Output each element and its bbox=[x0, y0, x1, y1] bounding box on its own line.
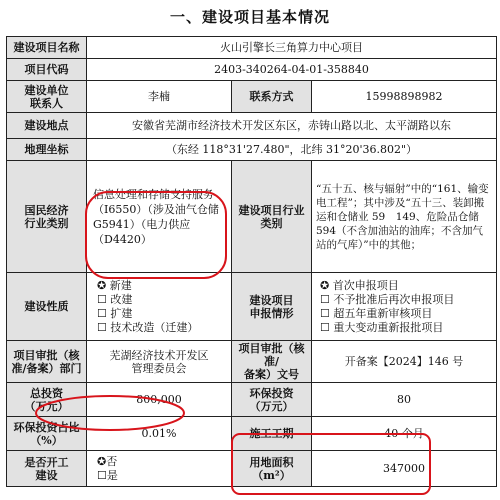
nature-option-rebuild: ☐ 改建 bbox=[97, 292, 133, 306]
table-row bbox=[7, 417, 497, 451]
declaration-label: 建设项目 申报情形 bbox=[232, 273, 312, 341]
industry-label: 国民经济 行业类别 bbox=[7, 161, 87, 273]
declaration-option-review: ☐ 超五年重新审核项目 bbox=[320, 306, 433, 320]
coords-label: 地理坐标 bbox=[7, 139, 87, 161]
project-code-label: 项目代码 bbox=[7, 59, 87, 81]
table-row bbox=[7, 37, 497, 59]
declaration-option-change: ☐ 重大变动重新报批项目 bbox=[320, 320, 444, 334]
approval-value: 芜湖经济技术开发区 管理委员会 bbox=[87, 341, 232, 383]
project-info-table bbox=[6, 36, 497, 487]
table-row bbox=[7, 59, 497, 81]
industry-category-value: “五十五、核与辐射”中的“161、输变电工程”；其中涉及“五十三、装卸搬运和仓储业 59 149、危险品仓储594（不含加油站的油库；不含加气站的气库）”中的其他； bbox=[312, 161, 497, 273]
project-name-label: 建设项目名称 bbox=[7, 37, 87, 59]
project-name-value: 火山引擎长三角算力中心项目 bbox=[87, 37, 497, 59]
project-code-value: 2403-340264-04-01-358840 bbox=[87, 59, 497, 81]
land-area-label: 用地面积 （m²） bbox=[232, 451, 312, 487]
approval-doc-value: 开备案【2024】146 号 bbox=[312, 341, 497, 383]
env-ratio-label: 环保投资占比 （%） bbox=[7, 417, 87, 451]
page-heading: 一、建设项目基本情况 bbox=[169, 8, 330, 26]
started-options bbox=[87, 451, 232, 487]
investment-label: 总投资 （万元） bbox=[7, 383, 87, 417]
contact-phone: 15998898982 bbox=[312, 81, 497, 113]
location-label: 建设地点 bbox=[7, 113, 87, 139]
industry-value: 信息处理和存储支持服务（I6550）（涉及油气仓储 G5941）（电力供应（D4420） bbox=[87, 161, 232, 273]
table-row bbox=[7, 273, 497, 341]
nature-label: 建设性质 bbox=[7, 273, 87, 341]
nature-option-upgrade: ☐ 技术改造（迁建） bbox=[97, 320, 199, 334]
declaration-options bbox=[312, 273, 497, 341]
contact-label: 建设单位 联系人 bbox=[7, 81, 87, 113]
started-option-yes: ☐是 bbox=[97, 468, 118, 482]
nature-option-new: ✪ 新建 bbox=[97, 278, 132, 292]
approval-doc-label: 项目审批（核准/ 备案）文号 bbox=[232, 341, 312, 383]
table-row bbox=[7, 161, 497, 273]
land-area-value: 347000 bbox=[312, 451, 497, 487]
table-row bbox=[7, 451, 497, 487]
construction-period-label: 施工工期 bbox=[232, 417, 312, 451]
table-row bbox=[7, 113, 497, 139]
contact-person: 李楠 bbox=[87, 81, 232, 113]
declaration-option-first: ✪ 首次申报项目 bbox=[320, 278, 399, 292]
table-row bbox=[7, 139, 497, 161]
table-row bbox=[7, 383, 497, 417]
env-ratio-value: 0.01% bbox=[87, 417, 232, 451]
construction-period-value: 40 个月 bbox=[312, 417, 497, 451]
started-label: 是否开工 建设 bbox=[7, 451, 87, 487]
env-investment-label: 环保投资 （万元） bbox=[232, 383, 312, 417]
industry-category-label: 建设项目行业类别 bbox=[232, 161, 312, 273]
coords-value: （东经 118°31'27.480"，北纬 31°20'36.802"） bbox=[87, 139, 497, 161]
env-investment-value: 80 bbox=[312, 383, 497, 417]
approval-label: 项目审批（核 准/备案）部门 bbox=[7, 341, 87, 383]
nature-option-expand: ☐ 扩建 bbox=[97, 306, 133, 320]
declaration-option-resubmit: ☐ 不予批准后再次申报项目 bbox=[320, 292, 455, 306]
table-row bbox=[7, 341, 497, 383]
nature-options bbox=[87, 273, 232, 341]
location-value: 安徽省芜湖市经济技术开发区东区，赤铸山路以北、太平湖路以东 bbox=[87, 113, 497, 139]
table-row bbox=[7, 81, 497, 113]
started-option-no: ✪否 bbox=[97, 454, 118, 468]
contact-method-label: 联系方式 bbox=[232, 81, 312, 113]
investment-value: 800,000 bbox=[87, 383, 232, 417]
